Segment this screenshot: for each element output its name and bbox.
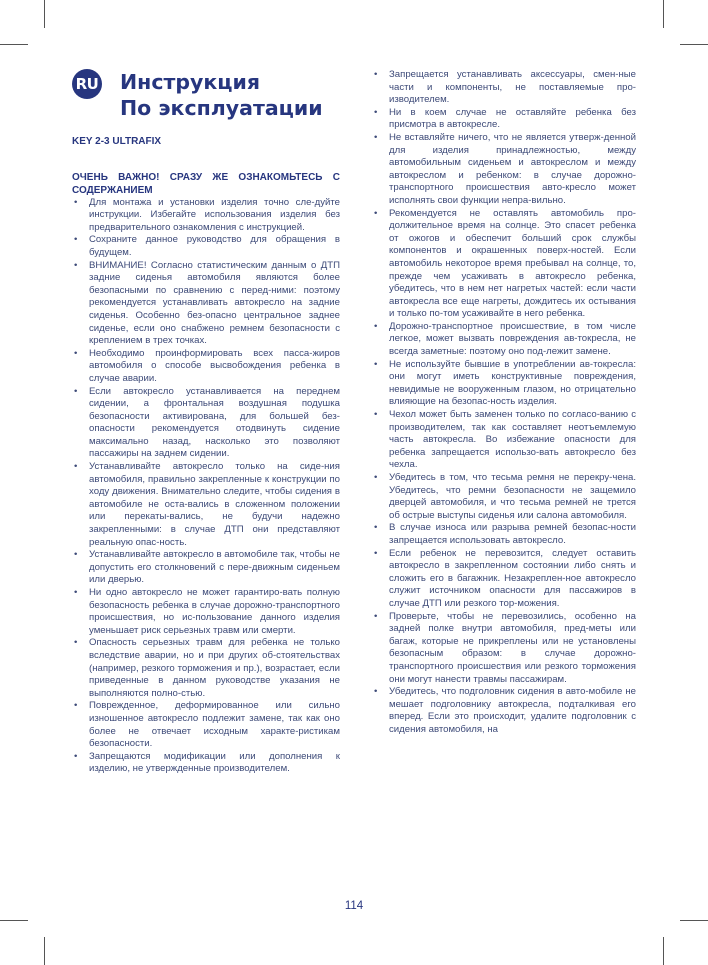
list-item: • Для монтажа и установки изделия точно сле-дуйте инструкции. Избегайте использования изделия без предварительного ознакомления с инструкцией.: [72, 197, 340, 235]
list-item: • Необходимо проинформировать всех пасса-жиров автомобиля о способе высвобождения ребенка в случае аварии.: [72, 348, 340, 386]
title-line-1: Инструкция: [120, 70, 261, 94]
crop-mark-top-right: [663, 0, 664, 28]
list-item: • Ни в коем случае не оставляйте ребенка без присмотра в автокресле.: [372, 107, 636, 132]
list-item: • Опасность серьезных травм для ребенка не только вследствие аварии, но и при других об-стоятельствах (например, резкого торможения и пр.), возрастает, если приведенные в данном руководстве указания не выполняются полно-стью.: [72, 637, 340, 700]
list-item: • В случае износа или разрыва ремней безопас-ности запрещается использовать автокресло.: [372, 522, 636, 547]
right-instruction-list: [372, 69, 636, 736]
crop-mark-bottom-right: [663, 937, 664, 965]
list-item: • Не вставляйте ничего, что не является утверж-денной для изделия принадлежностью, между автомобильным сиденьем и автокреслом и между автокреслом и ребенком: в случае дорожно-транспортного происшествия авто-кресло может исполнять свои функции непра-вильно.: [372, 132, 636, 208]
page-title: [120, 69, 323, 121]
page-number: 114: [344, 900, 364, 912]
model-name: KEY 2-3 ULTRAFIX: [72, 136, 162, 147]
list-item: • Ни одно автокресло не может гарантиро-вать полную безопасность ребенка в случае дорожно-транспортного происшествия, но ис-пользование данного изделия уменьшает риск серьезных травм или смерти.: [72, 587, 340, 637]
list-item: • Устанавливайте автокресло в автомобиле так, чтобы не допустить его столкновений с пере-движным сиденьем или дверью.: [72, 549, 340, 587]
list-item: • Не используйте бывшие в употреблении ав-токресла: они могут иметь конструктивные повреждения, невидимые не вооруженным глазом, но отрицательно влияющие на безопас-ность изделия.: [372, 359, 636, 409]
list-item: • ВНИМАНИЕ! Согласно статистическим данным о ДТП задние сиденья автомобиля являются более безопасными по сравнению с перед-ними: поэтому рекомендуется устанавливать автокресло на задние сиденья. Особенно без-опасно центральное заднее сиденье, если оно снабжено ремнем безопасности с креплением в трех точках.: [72, 260, 340, 348]
crop-mark-top-left-h: [0, 44, 28, 45]
list-item: • Чехол может быть заменен только по согласо-ванию с производителем, так как составляет неотъемлемую часть автокресла. Во избежание опасности для ребенка запрещается использо-вать автокресло без чехла.: [372, 409, 636, 472]
list-item: • Запрещаются модификации или дополнения к изделию, не утвержденные производителем.: [72, 751, 340, 776]
crop-mark-bottom-right-h: [680, 920, 708, 921]
list-item: • Убедитесь в том, что тесьма ремня не перекру-чена. Убедитесь, что ремни безопасности не защемило дверцей автомобиля, и что тесьма ремней не трется об острые выступы сиденья или салона автомобиля.: [372, 472, 636, 522]
crop-mark-top-left: [44, 0, 45, 28]
list-item: • Поврежденное, деформированное или сильно изношенное автокресло подлежит замене, так как оно более не отвечает исходным характе-ристикам безопасности.: [72, 700, 340, 750]
list-item: • Дорожно-транспортное происшествие, в том числе легкое, может вызвать повреждения ав-токресла, не всегда заметные: поэтому оно под-лежит замене.: [372, 321, 636, 359]
list-item: • Запрещается устанавливать аксессуары, смен-ные части и компоненты, не поставляемые про-изводителем.: [372, 69, 636, 107]
right-column: [372, 69, 636, 736]
left-instruction-list: [72, 197, 340, 776]
crop-mark-bottom-left-h: [0, 920, 28, 921]
crop-mark-bottom-left: [44, 937, 45, 965]
crop-mark-top-right-h: [680, 44, 708, 45]
list-item: • Если автокресло устанавливается на переднем сидении, а фронтальная воздушная подушка безопасности активирована, для большей без-опасности рекомендуется отодвинуть сидение максимально назад, насколько это позволяют пассажиры на заднем сидении.: [72, 386, 340, 462]
list-item: • Если ребенок не перевозится, следует оставить автокресло в закрепленном состоянии либо снять и сложить его в багажник. Незакреплен-ное автокресло служит источником опасности для пассажиров в случае ДТП или резкого тор-можения.: [372, 548, 636, 611]
list-item: • Проверьте, чтобы не перевозились, особенно на задней полке внутри автомобиля, пред-меты или багаж, которые не прикреплены или не установлены безопасным образом: в случае дорожно-транспортного происшествия или резкого торможения они могут нанести травмы пассажирам.: [372, 611, 636, 687]
language-badge: RU: [72, 69, 102, 99]
list-item: • Сохраните данное руководство для обращения в будущем.: [72, 234, 340, 259]
list-item: • Устанавливайте автокресло только на сиде-ния автомобиля, правильно закрепленные к конструкции по ходу движения. Внимательно следите, чтобы сидения в автомобиле не оста-вались в сложенном положении или перекаты-вались, не будучи надежно закрепленными: в случае ДТП они представляют реальную опас-ность.: [72, 461, 340, 549]
title-line-2: По эксплуатации: [120, 96, 323, 120]
warning-heading: ОЧЕНЬ ВАЖНО! СРАЗУ ЖЕ ОЗНАКОМЬТЕСЬ С СОДЕРЖАНИЕМ: [72, 171, 340, 196]
list-item: • Рекомендуется не оставлять автомобиль про-должительное время на солнце. Это спасет ребенка от ожогов и обеспечит больший срок службы компонентов и окрашенных поверх-ностей. Если автомобиль некоторое время пребывал на солнце, то, прежде чем усаживать в автокресло ребенка, убедитесь, что в нем нет нагретых частей: если части автокресла все еще нагреты, дождитесь их остывания и только по-том усаживайте в него ребенка.: [372, 208, 636, 321]
list-item: • Убедитесь, что подголовник сидения в авто-мобиле не мешает подголовнику автокресла, подталкивая его вперед. Если это происходит, удалите подголовник с сидения автомобиля, на: [372, 686, 636, 736]
left-column: [72, 136, 340, 776]
